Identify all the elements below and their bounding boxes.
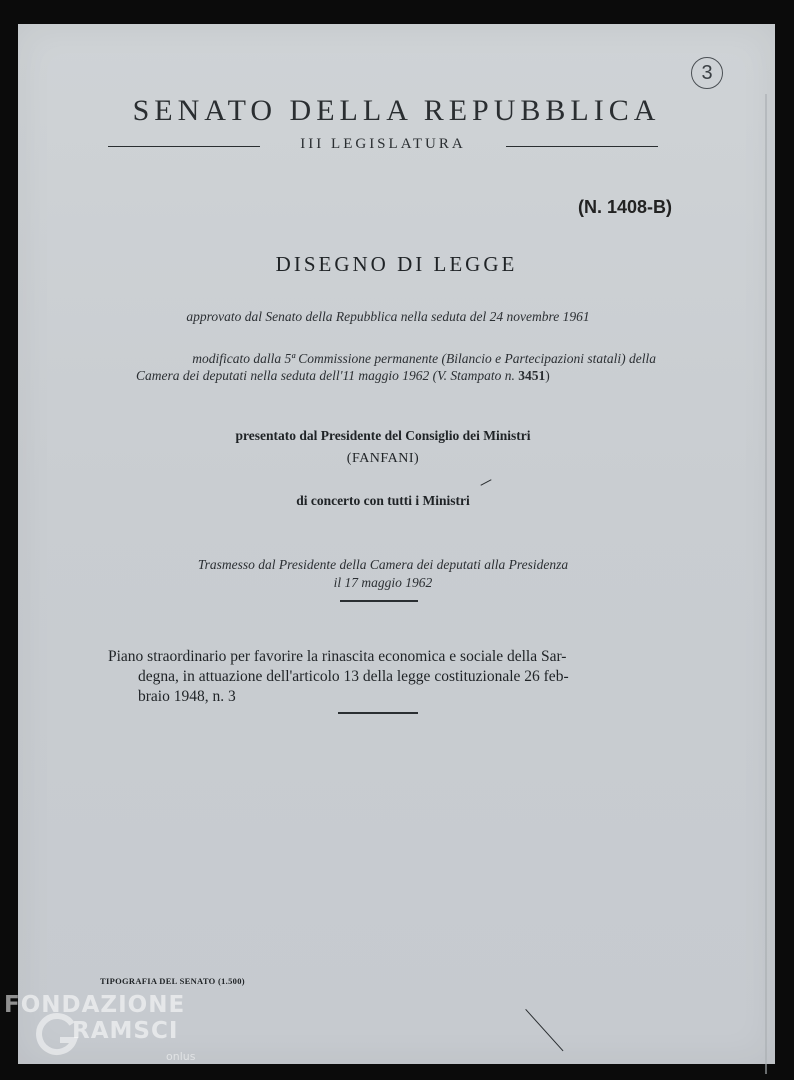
watermark-line-2: RAMSCI	[72, 1018, 179, 1044]
watermark-logo	[4, 992, 204, 1074]
modification-line-2	[136, 368, 656, 384]
approval-line: approvato dal Senato della Repubblica nella seduta del 24 novembre 1961	[186, 309, 590, 324]
document-number: (N. 1408-B)	[578, 197, 673, 217]
pen-stroke	[525, 1009, 563, 1051]
separator-rule-1	[340, 600, 418, 602]
separator-rule-2	[338, 712, 418, 714]
presenter-name: (FANFANI)	[346, 451, 420, 466]
stampato-number: 3451	[518, 368, 546, 383]
bill-title-line-3: braio 1948, n. 3	[138, 688, 236, 705]
pen-mark	[480, 479, 491, 486]
legislature-row	[108, 136, 658, 156]
watermark-suffix: onlus	[166, 1050, 196, 1063]
bill-title-line-1: Piano straordinario per favorire la rinascita economica e sociale della Sar-	[108, 648, 567, 665]
modification-line-2-end: )	[545, 368, 550, 383]
transmission-line-1: Trasmesso dal Presidente della Camera dei deputati alla Presidenza	[197, 557, 569, 572]
presenter-line: presentato dal Presidente del Consiglio dei Ministri	[235, 428, 531, 443]
bill-title-line-2: degna, in attuazione dell'articolo 13 della legge costituzionale 26 feb-	[138, 668, 569, 685]
page-number-circle: 3	[691, 57, 723, 89]
document-page	[18, 24, 775, 1064]
printer-imprint: TIPOGRAFIA DEL SENATO (1.500)	[100, 976, 245, 986]
page-edge-shadow	[765, 94, 767, 1074]
transmission-line-2: il 17 maggio 1962	[333, 575, 433, 590]
modification-line-1: modificato dalla 5ª Commissione permanente (Bilancio e Partecipazioni statali) della	[192, 351, 656, 366]
concert-line: di concerto con tutti i Ministri	[296, 493, 470, 508]
modification-line-2-text: Camera dei deputati nella seduta dell'11 maggio 1962 (V. Stampato n.	[136, 368, 519, 383]
watermark-line-1: FONDAZIONE	[4, 992, 186, 1018]
legislature-label: III LEGISLATURA	[300, 136, 466, 152]
bill-title	[108, 647, 658, 707]
legislature-rule-right	[506, 146, 658, 147]
institution-heading: SENATO DELLA REPUBBLICA	[132, 94, 661, 127]
document-type-title: DISEGNO DI LEGGE	[275, 252, 518, 276]
